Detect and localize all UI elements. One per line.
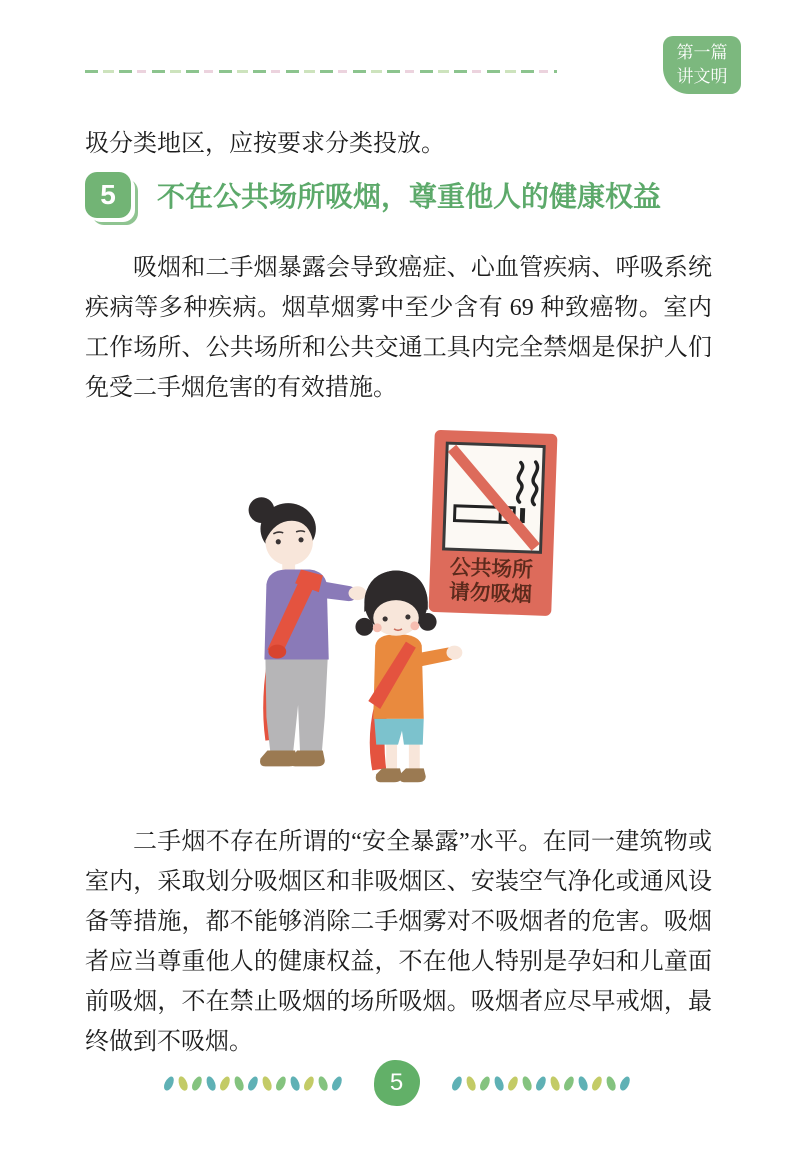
woman-figure — [248, 497, 366, 766]
leaf-decoration-right — [450, 1076, 632, 1091]
leaf-icon — [316, 1075, 329, 1092]
section-number-badge: 5 — [85, 172, 131, 218]
chapter-badge-line2: 讲文明 — [676, 67, 728, 86]
chapter-badge-line1: 第一篇 — [676, 43, 728, 62]
header-divider — [85, 70, 557, 73]
page-footer — [0, 1060, 793, 1106]
leaf-icon — [618, 1075, 632, 1092]
leaf-icon — [534, 1075, 548, 1092]
page-number: 5 — [374, 1060, 420, 1106]
leaf-icon — [548, 1075, 561, 1092]
leaf-icon — [604, 1075, 617, 1092]
leaf-icon — [562, 1075, 576, 1092]
chapter-badge — [663, 36, 741, 94]
leaf-icon — [330, 1075, 344, 1092]
leaf-icon — [218, 1075, 232, 1092]
leaf-icon — [274, 1075, 288, 1092]
leaf-icon — [190, 1075, 204, 1092]
leaf-icon — [576, 1075, 589, 1092]
no-smoking-sign — [428, 430, 557, 616]
leaf-decoration-left — [162, 1076, 344, 1091]
section-title: 不在公共场所吸烟，尊重他人的健康权益 — [157, 181, 662, 212]
leaf-icon — [492, 1075, 505, 1092]
leaf-icon — [204, 1075, 217, 1092]
leaf-icon — [520, 1075, 533, 1092]
leaf-icon — [260, 1075, 273, 1092]
leaf-icon — [162, 1075, 176, 1092]
leaf-icon — [590, 1075, 604, 1092]
sign-text-line2: 请勿吸烟 — [448, 580, 532, 607]
leaf-icon — [302, 1075, 316, 1092]
paragraph-1: 吸烟和二手烟暴露会导致癌症、心血管疾病、呼吸系统疾病等多种疾病。烟草烟雾中至少含有 69 种致癌物。室内工作场所、公共场所和公共交通工具内完全禁烟是保护人们免受二手烟危害的有效措施。 — [85, 255, 712, 401]
section-heading — [85, 166, 712, 224]
leaf-icon — [478, 1075, 492, 1092]
leaf-icon — [464, 1075, 477, 1092]
leaf-icon — [506, 1075, 520, 1092]
leaf-icon — [450, 1075, 464, 1092]
leaf-icon — [232, 1075, 245, 1092]
paragraph-2: 二手烟不存在所谓的“安全暴露”水平。在同一建筑物或室内，采取划分吸烟区和非吸烟区、安装空气净化或通风设备等措施，都不能够消除二手烟雾对不吸烟者的危害。吸烟者应当尊重他人的健康权益，不在他人特别是孕妇和儿童面前吸烟，不在禁止吸烟的场所吸烟。吸烟者应尽早戒烟，最终做到不吸烟。 — [85, 829, 712, 1055]
leaf-icon — [176, 1075, 189, 1092]
leaf-icon — [288, 1075, 301, 1092]
illustration — [224, 424, 574, 800]
intro-paragraph: 圾分类地区，应按要求分类投放。 — [85, 131, 445, 157]
leaf-icon — [246, 1075, 260, 1092]
sign-text-line1: 公共场所 — [448, 555, 533, 582]
